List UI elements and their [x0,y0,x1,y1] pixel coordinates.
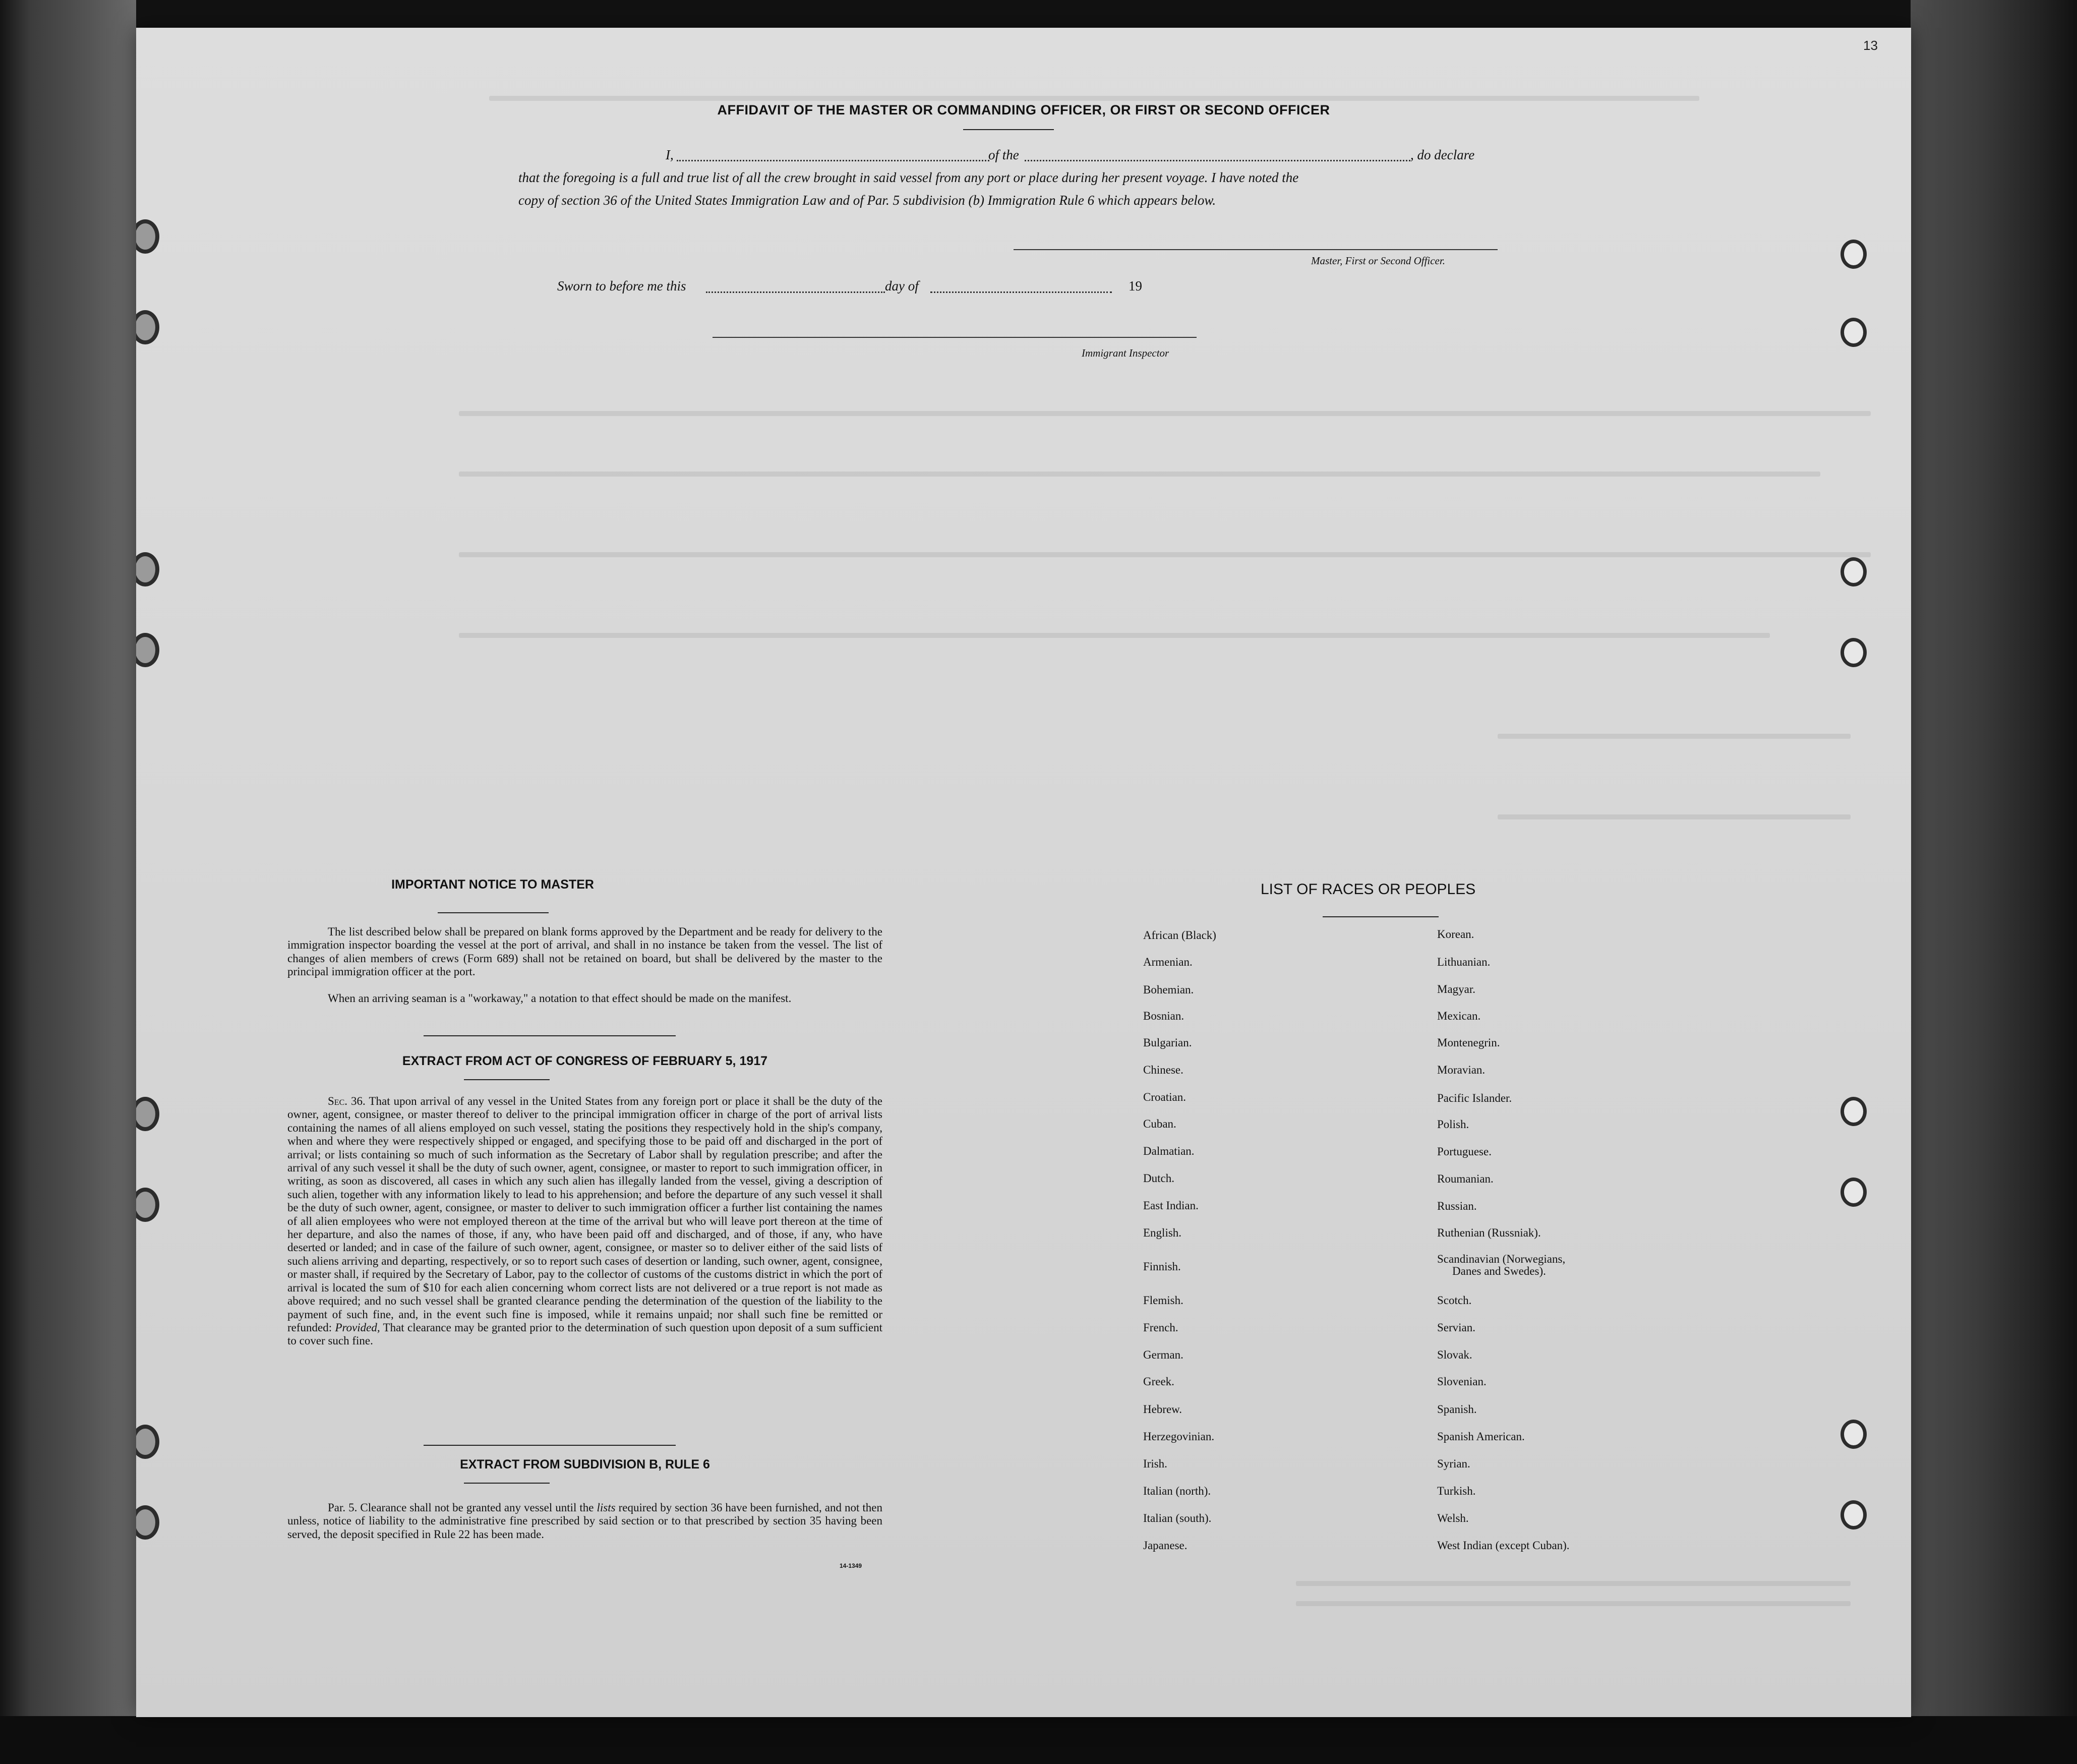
race-item: Montenegrin. [1437,1036,1500,1049]
race-item: French. [1143,1321,1178,1334]
binder-hole [136,552,159,586]
bleed-through-mark [459,472,1820,477]
extract-rule-rule [464,1483,550,1484]
rule-6-body-b: required by section 36 have been furnished, and not then unless, notice of liability to the administrative fine prescribed by said section or to that prescribed by section 35 having been served, the deposit specified in Rule 22 has been made. [287,1501,883,1541]
affidavit-do-declare: , do declare [1410,147,1475,162]
binder-hole [136,219,159,254]
race-item: Dutch. [1143,1172,1174,1185]
race-item: Italian (north). [1143,1485,1211,1497]
race-item: Armenian. [1143,956,1193,968]
race-item: Scandinavian (Norwegians, [1437,1253,1566,1265]
extract-act-rule [464,1079,550,1080]
race-item: Portuguese. [1437,1145,1492,1158]
race-item: Polish. [1437,1118,1469,1131]
race-item: Greek. [1143,1375,1174,1388]
binder-hole [1841,240,1867,269]
race-item: Magyar. [1437,983,1476,995]
race-item: Flemish. [1143,1294,1183,1307]
section-rule [424,1035,676,1036]
bleed-through-mark [459,552,1871,557]
notice-paragraph-2 [287,992,882,1005]
sworn-label: Sworn to before me this [557,278,686,293]
race-item: Lithuanian. [1437,956,1491,968]
race-item: Danes and Swedes). [1452,1265,1546,1277]
race-item: Syrian. [1437,1457,1470,1470]
race-item: Spanish. [1437,1403,1477,1416]
section-36-text [287,1095,882,1348]
section-rule-2 [424,1445,676,1446]
binder-hole [136,1505,159,1540]
race-item: Irish. [1143,1457,1167,1470]
race-item: Spanish American. [1437,1430,1525,1443]
race-item: African (Black) [1143,929,1216,942]
affidavit-title: AFFIDAVIT OF THE MASTER OR COMMANDING OFFICER, OR FIRST OR SECOND OFFICER [717,102,1330,117]
race-item: Roumanian. [1437,1172,1494,1185]
affidavit-line-3: copy of section 36 of the United States Immigration Law and of Par. 5 subdivision (b) Immigration Rule 6 which appears below. [518,193,1216,208]
scanner-background-bottom [0,1716,2077,1764]
name-blank[interactable] [677,160,989,161]
page-number-mark: 13 [1863,38,1878,53]
sworn-day-blank[interactable] [706,291,885,293]
notice-title: IMPORTANT NOTICE TO MASTER [391,877,594,892]
race-item: Bulgarian. [1143,1036,1192,1049]
race-item: Moravian. [1437,1064,1486,1076]
binder-hole [136,1097,159,1131]
binder-hole [1841,1097,1867,1126]
race-item: Turkish. [1437,1485,1476,1497]
day-of-label: day of [885,278,919,293]
race-item: Russian. [1437,1200,1477,1212]
race-item: Hebrew. [1143,1403,1182,1416]
race-item: Chinese. [1143,1064,1183,1076]
notice-rule [438,912,549,913]
race-item: Slovak. [1437,1348,1472,1361]
binder-hole [1841,318,1867,347]
notice-paragraph-1-text: The list described below shall be prepared on blank forms approved by the Department and be ready for delivery to the immigration inspector boarding the vessel at the port of arrival, and shall in no instance be taken from the vessel. The list of changes of alien members of crews (Form 689) shall not be retained on board, but shall be delivered by the master to the principal immigration officer at the port. [287,925,882,978]
race-item: German. [1143,1348,1183,1361]
scanner-background-top [0,0,2077,28]
rule-6-body-a: Clearance shall not be granted any vessel until the [360,1501,594,1514]
binder-hole [1841,1420,1867,1449]
year-label: 19 [1129,278,1142,293]
bleed-through-mark [489,96,1699,101]
section-36-label: Sec. 36. [328,1095,366,1107]
race-item: Slovenian. [1437,1375,1487,1388]
race-item: Servian. [1437,1321,1476,1334]
race-item: Ruthenian (Russniak). [1437,1226,1541,1239]
race-item: Welsh. [1437,1512,1469,1524]
bleed-through-mark [1296,1581,1851,1586]
binder-hole [1841,1500,1867,1530]
race-item: Croatian. [1143,1091,1186,1103]
race-item: Mexican. [1437,1010,1481,1022]
race-item: Bohemian. [1143,983,1194,996]
race-item: Dalmatian. [1143,1145,1195,1157]
binder-hole [136,633,159,667]
race-item: East Indian. [1143,1199,1199,1212]
affidavit-line-2: that the foregoing is a full and true list of all the crew brought in said vessel from any port or place during her present voyage. I have noted the [518,170,1299,185]
race-item: Korean. [1437,928,1474,940]
race-item: English. [1143,1226,1182,1239]
section-36-body-end: That clearance may be granted prior to the determination of such question upon deposit of a sum sufficient to cover such fine. [287,1321,882,1347]
race-item: Italian (south). [1143,1512,1212,1524]
scanner-background-left [0,0,136,1764]
bleed-through-mark [459,633,1770,638]
lists-word: lists [597,1501,616,1514]
extract-act-title: EXTRACT FROM ACT OF CONGRESS OF FEBRUARY 5, 1917 [402,1054,768,1068]
binder-hole [136,310,159,344]
race-item: Cuban. [1143,1118,1176,1130]
rule-6-label: Par. 5. [328,1501,358,1514]
race-item: Herzegovinian. [1143,1430,1215,1443]
binder-hole [1841,638,1867,667]
scanner-background-right [1911,0,2077,1764]
inspector-caption: Immigrant Inspector [1082,347,1169,359]
race-item: Scotch. [1437,1294,1472,1307]
race-item: Pacific Islander. [1437,1092,1512,1104]
race-item: Japanese. [1143,1539,1188,1552]
races-rule [1323,916,1439,917]
master-signature-caption: Master, First or Second Officer. [1311,255,1445,267]
document-page [136,28,1911,1717]
notice-paragraph-2-text: When an arriving seaman is a "workaway," a notation to that effect should be made on the manifest. [328,992,792,1005]
title-rule [963,129,1054,130]
master-signature-line[interactable] [1014,249,1498,250]
bleed-through-mark [1296,1601,1851,1606]
inspector-signature-line[interactable] [713,337,1197,338]
extract-rule-title: EXTRACT FROM SUBDIVISION B, RULE 6 [460,1457,710,1472]
bleed-through-mark [459,411,1871,416]
vessel-blank[interactable] [1025,160,1410,161]
affidavit-of-the: of the [988,147,1019,162]
binder-hole [136,1425,159,1459]
form-number: 14-1349 [840,1562,862,1569]
notice-paragraph-1 [287,925,882,979]
race-item: Finnish. [1143,1260,1181,1273]
affidavit-i: I, [666,147,674,162]
races-title: LIST OF RACES OR PEOPLES [1261,881,1476,898]
provided-word: Provided, [335,1321,380,1334]
race-item: Bosnian. [1143,1010,1184,1022]
race-item: West Indian (except Cuban). [1437,1539,1570,1552]
binder-hole [1841,1178,1867,1207]
section-36-body: That upon arrival of any vessel in the United States from any foreign port or place it shall be the duty of the owner, agent, consignee, or master thereof to deliver to the principal immigration officer in charge of the port of arrival lists containing the names of all aliens employed on such vessel, stating the positions they respectively hold in the ship's company, when and where they were respectively shipped or engaged, and specifying those to be paid off and discharged in the port of arrival; or lists containing so much of such information as the Secretary of Labor shall by regulation prescribe; and after the arrival of any such vessel it shall be the duty of such owner, agent, consignee, or master to report to such immigration officer, in writing, as soon as discovered, all cases in which any such alien has illegally landed from the vessel, giving a description of such alien, together with any information likely to lead to his apprehension; and before the departure of any such vessel it shall be the duty of such owner, agent, consignee, or master to deliver to such immigration officer a further list containing the names of all alien employees who were not employed thereon at the time of the arrival but who will leave port thereon at the time of her departure, and also the names of those, if any, who have been paid off and discharged, and of those, if any, who have deserted or landed; and in case of the failure of such owner, agent, consignee, or master so to deliver either of the said lists of such aliens arriving and departing, respectively, or so to report such cases of desertion or landing, such owner, agent, consignee, or master shall, if required by the Secretary of Labor, pay to the collector of customs of the customs district in which the port of arrival is located the sum of $10 for each alien concerning whom correct lists are not delivered or a true report is not made as above required; and no such vessel shall be granted clearance pending the determination of the question of the liability to the payment of such fine, and, in the event such fine is imposed, while it remains unpaid; nor shall such fine be remitted or refunded: [287,1095,882,1334]
bleed-through-mark [1498,734,1851,739]
binder-hole [1841,557,1867,586]
binder-hole [136,1188,159,1222]
sworn-month-blank[interactable] [930,291,1112,293]
bleed-through-mark [1498,814,1851,819]
rule-6-text [287,1501,882,1541]
